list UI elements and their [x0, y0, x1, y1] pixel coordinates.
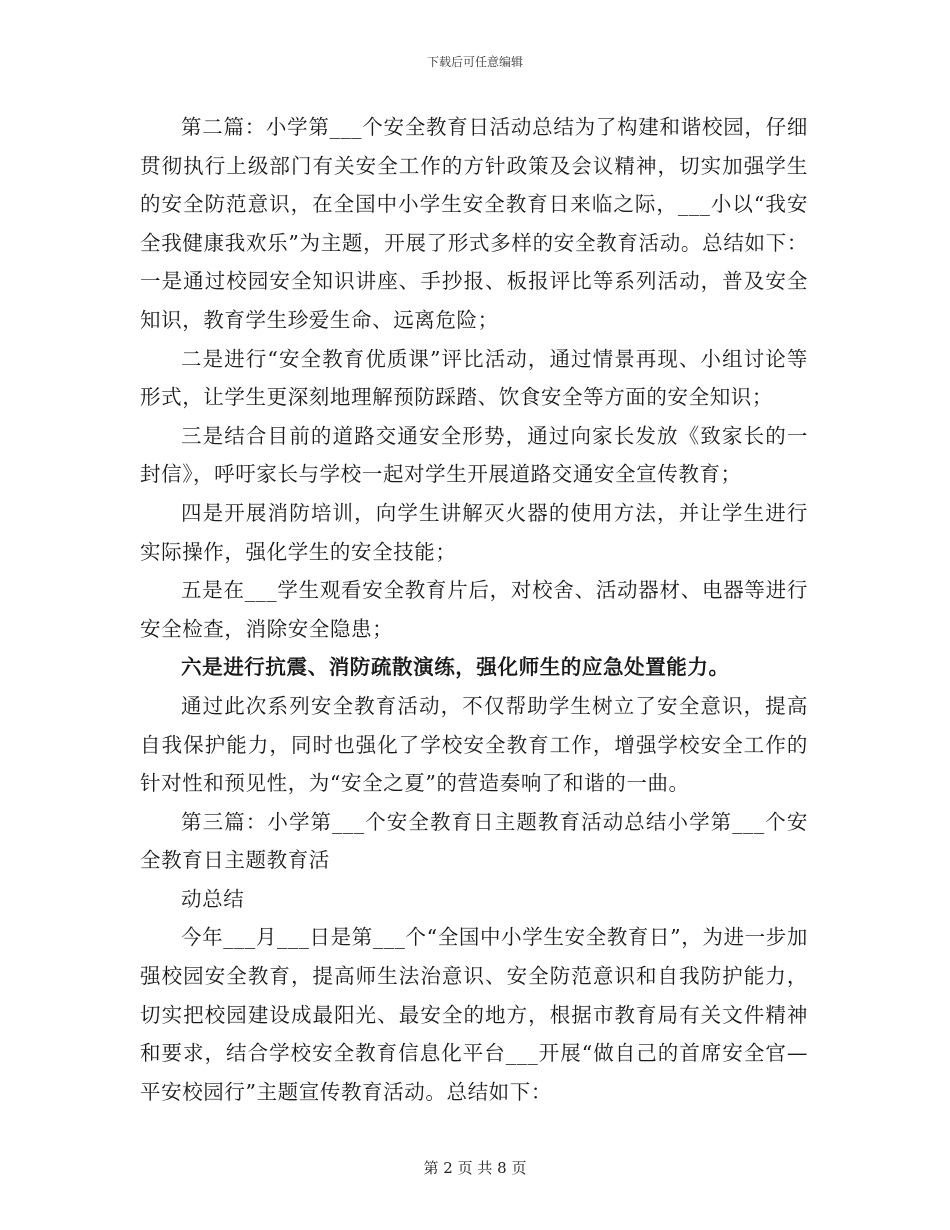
page-footer: 第 2 页 共 8 页	[423, 1159, 527, 1177]
paragraph-7: 通过此次系列安全教育活动，不仅帮助学生树立了安全意识，提高自我保护能力，同时也强化了学校安全教育工作，增强学校安全工作的针对性和预见性，为“安全之夏”的营造奏响了和谐的一曲。	[140, 693, 808, 796]
paragraph-9: 动总结	[181, 886, 245, 911]
document-body	[140, 108, 808, 1111]
paragraph-5: 五是在___学生观看安全教育片后，对校舍、活动器材、电器等进行安全检查，消除安全隐患；	[140, 578, 808, 641]
paragraph-6-bold: 六是进行抗震、消防疏散演练，强化师生的应急处置能力。	[181, 655, 730, 680]
page-header: 下载后可任意编辑	[426, 55, 523, 69]
paragraph-2: 二是进行“安全教育优质课”评比活动，通过情景再现、小组讨论等形式，让学生更深刻地理解预防踩踏、饮食安全等方面的安全知识；	[140, 346, 808, 410]
paragraph-10: 今年___月___日是第___个“全国中小学生安全教育日”，为进一步加强校园安全教育，提高师生法治意识、安全防范意识和自我防护能力，切实把校园建设成最阳光、最安全的地方，根据市教育局有关文件精神和要求，结合学校安全教育信息化平台___开展“做自己的首席安全官—平安校园行”主题宣传教育活动。总结如下：	[140, 925, 808, 1104]
paragraph-1: 第二篇：小学第___个安全教育日活动总结为了构建和谐校园，仔细贯彻执行上级部门有关安全工作的方针政策及会议精神，切实加强学生的安全防范意识，在全国中小学生安全教育日来临之际，___小以“我安全我健康我欢乐”为主题，开展了形式多样的安全教育活动。总结如下：一是通过校园安全知识讲座、手抄报、板报评比等系列活动，普及安全知识，教育学生珍爱生命、远离危险；	[140, 115, 808, 332]
paragraph-4: 四是开展消防培训，向学生讲解灭火器的使用方法，并让学生进行实际操作，强化学生的安全技能；	[140, 500, 808, 564]
paragraph-3: 三是结合目前的道路交通安全形势，通过向家长发放《致家长的一封信》，呼吁家长与学校一起对学生开展道路交通安全宣传教育；	[140, 423, 808, 487]
paragraph-8: 第三篇：小学第___个安全教育日主题教育活动总结小学第___个安全教育日主题教育活	[140, 809, 808, 873]
